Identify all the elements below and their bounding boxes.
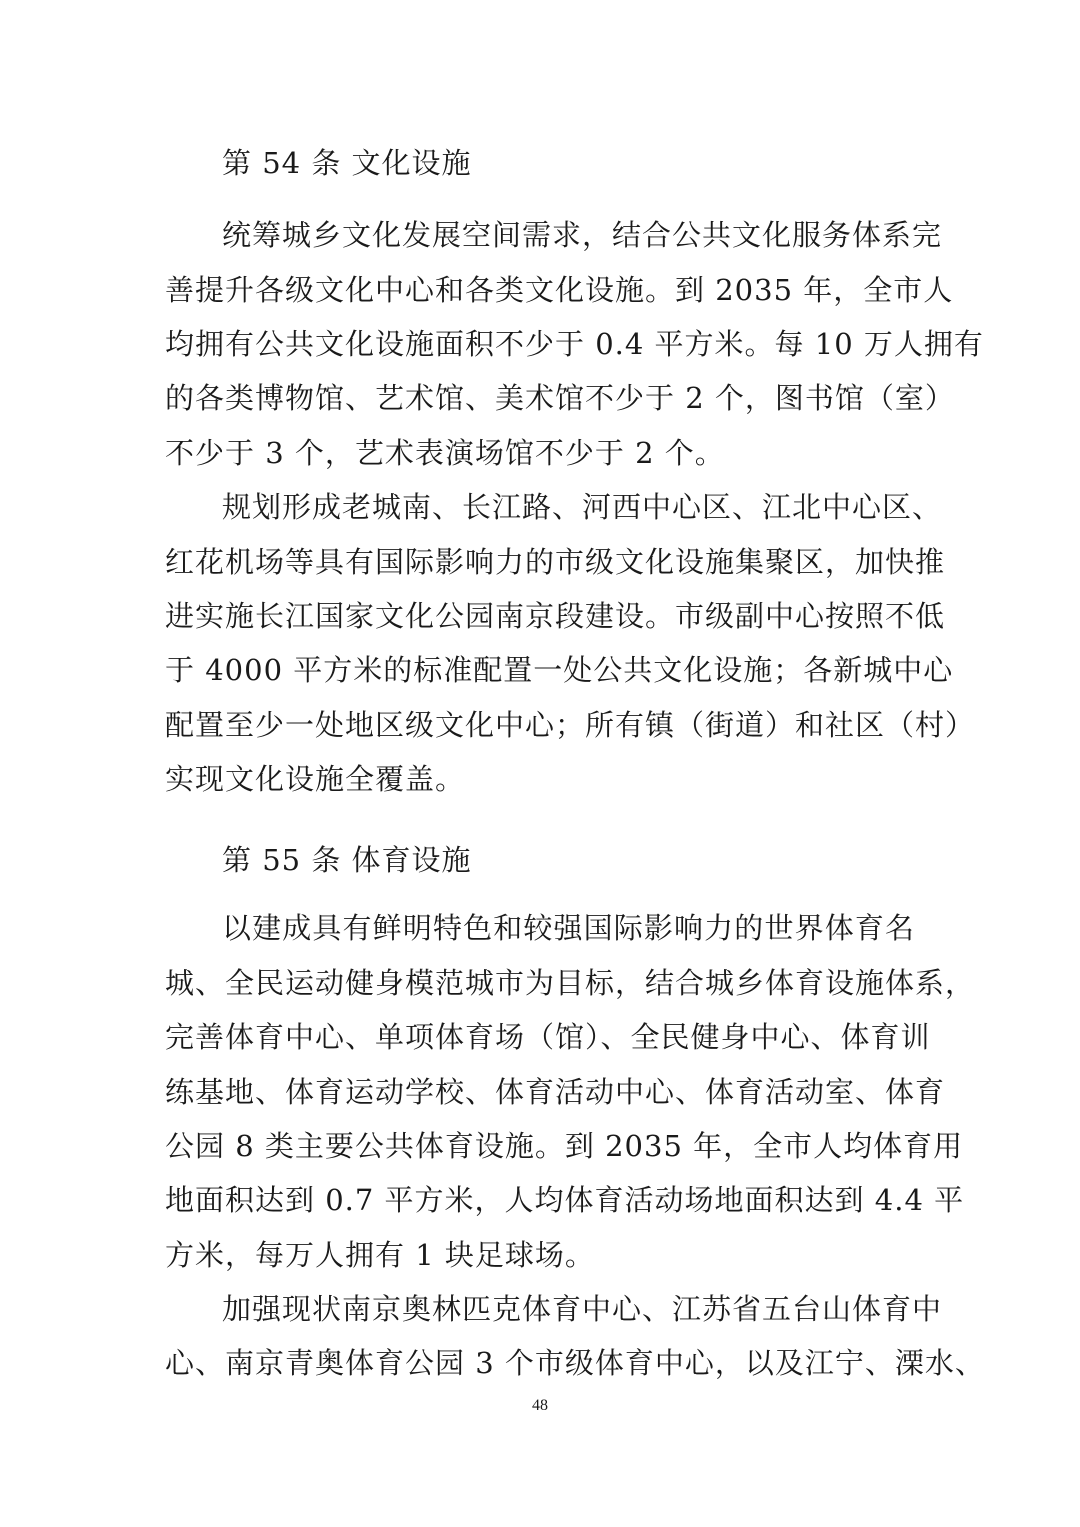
paragraph-line: 方米，每万人拥有 1 块足球场。	[165, 1238, 595, 1272]
paragraph-line: 红花机场等具有国际影响力的市级文化设施集聚区，加快推	[165, 545, 946, 579]
page-number: 48	[532, 1397, 548, 1414]
paragraph-line: 加强现状南京奥林匹克体育中心、江苏省五台山体育中	[222, 1292, 943, 1326]
section-heading-55: 第 55 条 体育设施	[222, 843, 472, 877]
paragraph-line: 以建成具有鲜明特色和较强国际影响力的世界体育名	[222, 911, 915, 945]
paragraph-line: 于 4000 平方米的标准配置一处公共文化设施；各新城中心	[165, 653, 954, 687]
paragraph-line: 公园 8 类主要公共体育设施。到 2035 年，全市人均体育用	[165, 1129, 964, 1163]
paragraph-line: 善提升各级文化中心和各类文化设施。到 2035 年，全市人	[165, 273, 954, 307]
paragraph-line: 进实施长江国家文化公园南京段建设。市级副中心按照不低	[165, 599, 946, 633]
paragraph-line: 规划形成老城南、长江路、河西中心区、江北中心区、	[222, 490, 943, 524]
paragraph-line: 实现文化设施全覆盖。	[165, 762, 466, 796]
paragraph-line: 均拥有公共文化设施面积不少于 0.4 平方米。每 10 万人拥有	[165, 327, 984, 361]
paragraph-line: 城、全民运动健身模范城市为目标，结合城乡体育设施体系，	[165, 966, 976, 1000]
section-heading-54: 第 54 条 文化设施	[222, 146, 472, 180]
paragraph-line: 配置至少一处地区级文化中心；所有镇（街道）和社区（村）	[165, 708, 976, 742]
paragraph-line: 地面积达到 0.7 平方米，人均体育活动场地面积达到 4.4 平	[165, 1183, 965, 1217]
paragraph-line: 的各类博物馆、艺术馆、美术馆不少于 2 个，图书馆（室）	[165, 381, 955, 415]
paragraph-line: 练基地、体育运动学校、体育活动中心、体育活动室、体育	[165, 1075, 946, 1109]
paragraph-line: 心、南京青奥体育公园 3 个市级体育中心，以及江宁、溧水、	[165, 1346, 985, 1380]
paragraph-line: 统筹城乡文化发展空间需求，结合公共文化服务体系完	[222, 218, 943, 252]
paragraph-line: 不少于 3 个，艺术表演场馆不少于 2 个。	[165, 436, 725, 470]
paragraph-line: 完善体育中心、单项体育场（馆）、全民健身中心、体育训	[165, 1020, 931, 1054]
